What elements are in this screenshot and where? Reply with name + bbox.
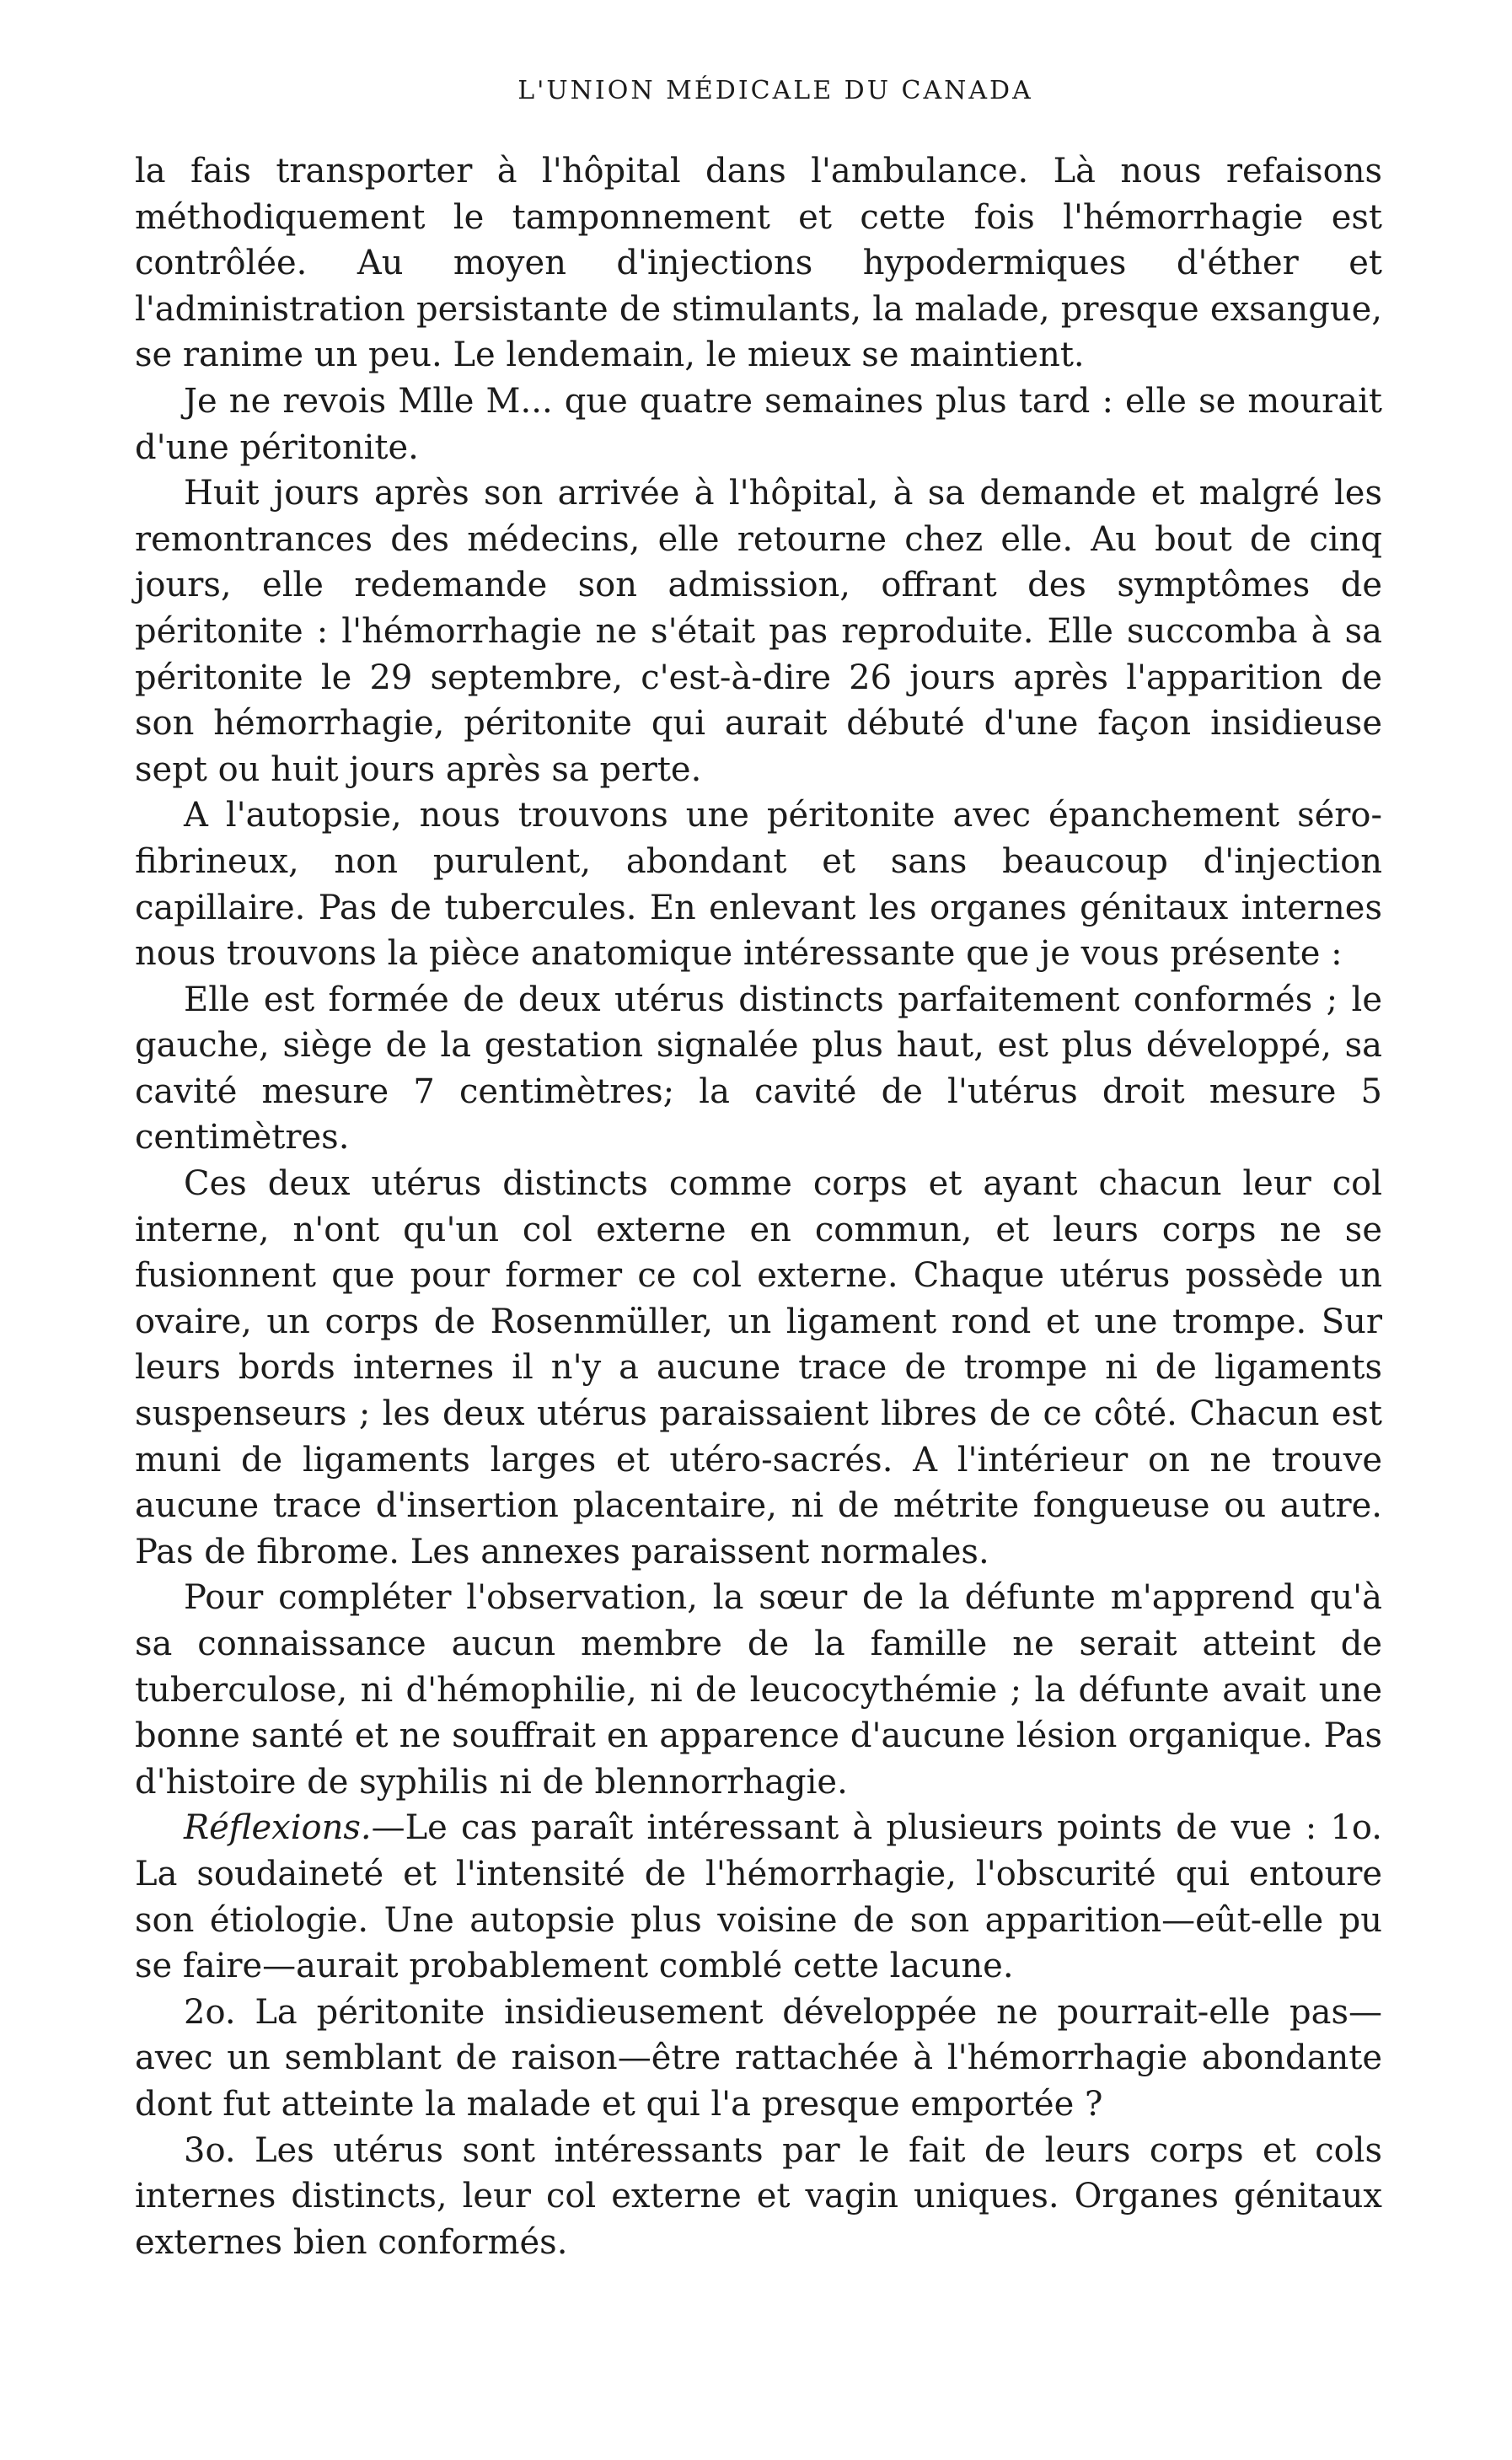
running-head: L'UNION MÉDICALE DU CANADA	[517, 76, 1033, 105]
paragraph-continuation: la fais transporter à l'hôpital dans l'ambulance. Là nous refaisons méthodiquement le tamponnement et cette fois l'hémorrhagie est contrôlée. Au moyen d'injections hypodermiques d'éther et l'administration persistante de stimulants, la malade, presque exsangue, se ranime un peu. Le lendemain, le mieux se maintient.	[135, 152, 1382, 375]
document-page	[135, 74, 1382, 2265]
paragraph-autopsy: A l'autopsie, nous trouvons une péritonite avec épanchement séro-fibrineux, non purulent, abondant et sans beaucoup d'injection capillaire. Pas de tubercules. En enlevant les organes génitaux internes nous trouvons la pièce anatomique intéressante que je vous présente :	[135, 796, 1382, 974]
paragraph-return-home: Huit jours après son arrivée à l'hôpital, à sa demande et malgré les remontrances des médecins, elle retourne chez elle. Au bout de cinq jours, elle redemande son admission, offrant des symptômes de péritonite : l'hémorrhagie ne s'était pas reproduite. Elle succomba à sa péritonite le 29 septembre, c'est-à-dire 26 jours après l'apparition de son hémorrhagie, péritonite qui aurait débuté d'une façon insidieuse sept ou huit jours après sa perte.	[135, 474, 1382, 789]
reflexions-label: Réflexions.	[184, 1808, 372, 1848]
article-body	[135, 148, 1382, 2265]
reflexions-text: —Le cas paraît intéressant à plusieurs points de vue : 1o. La soudaineté et l'intensité de l'hémorrhagie, l'obscurité qui entoure son étiologie. Une autopsie plus voisine de son apparition—eût-elle pu se faire—aurait probablement comblé cette lacune.	[135, 1808, 1382, 1986]
paragraph-point-2: 2o. La péritonite insidieusement développée ne pourrait-elle pas—avec un semblant de raison—être rattachée à l'hémorrhagie abondante dont fut atteinte la malade et qui l'a presque emportée ?	[135, 1992, 1382, 2124]
paragraph-revisit: Je ne revois Mlle M... que quatre semaines plus tard : elle se mourait d'une péritonite.	[135, 381, 1382, 467]
paragraph-two-uteri: Elle est formée de deux utérus distincts parfaitement conformés ; le gauche, siège de la gestation signalée plus haut, est plus développé, sa cavité mesure 7 centimètres; la cavité de l'utérus droit mesure 5 centimètres.	[135, 980, 1382, 1157]
paragraph-anatomy: Ces deux utérus distincts comme corps et ayant chacun leur col interne, n'ont qu'un col externe en commun, et leurs corps ne se fusionnent que pour former ce col externe. Chaque utérus possède un ovaire, un corps de Rosenmüller, un ligament rond et une trompe. Sur leurs bords internes il n'y a aucune trace de trompe ni de ligaments suspenseurs ; les deux utérus paraissaient libres de ce côté. Chacun est muni de ligaments larges et utéro-sacrés. A l'intérieur on ne trouve aucune trace d'insertion placentaire, ni de métrite fongueuse ou autre. Pas de fibrome. Les annexes paraissent normales.	[135, 1164, 1382, 1571]
paragraph-point-3: 3o. Les utérus sont intéressants par le fait de leurs corps et cols internes distincts, leur col externe et vagin uniques. Organes génitaux externes bien conformés.	[135, 2130, 1382, 2262]
paragraph-reflexions	[135, 1805, 1382, 1989]
paragraph-family-history: Pour compléter l'observation, la sœur de la défunte m'apprend qu'à sa connaissance aucun membre de la famille ne serait atteint de tuberculose, ni d'hémophilie, ni de leucocythémie ; la défunte avait une bonne santé et ne souffrait en apparence d'aucune lésion organique. Pas d'histoire de syphilis ni de blennorrhagie.	[135, 1578, 1382, 1802]
